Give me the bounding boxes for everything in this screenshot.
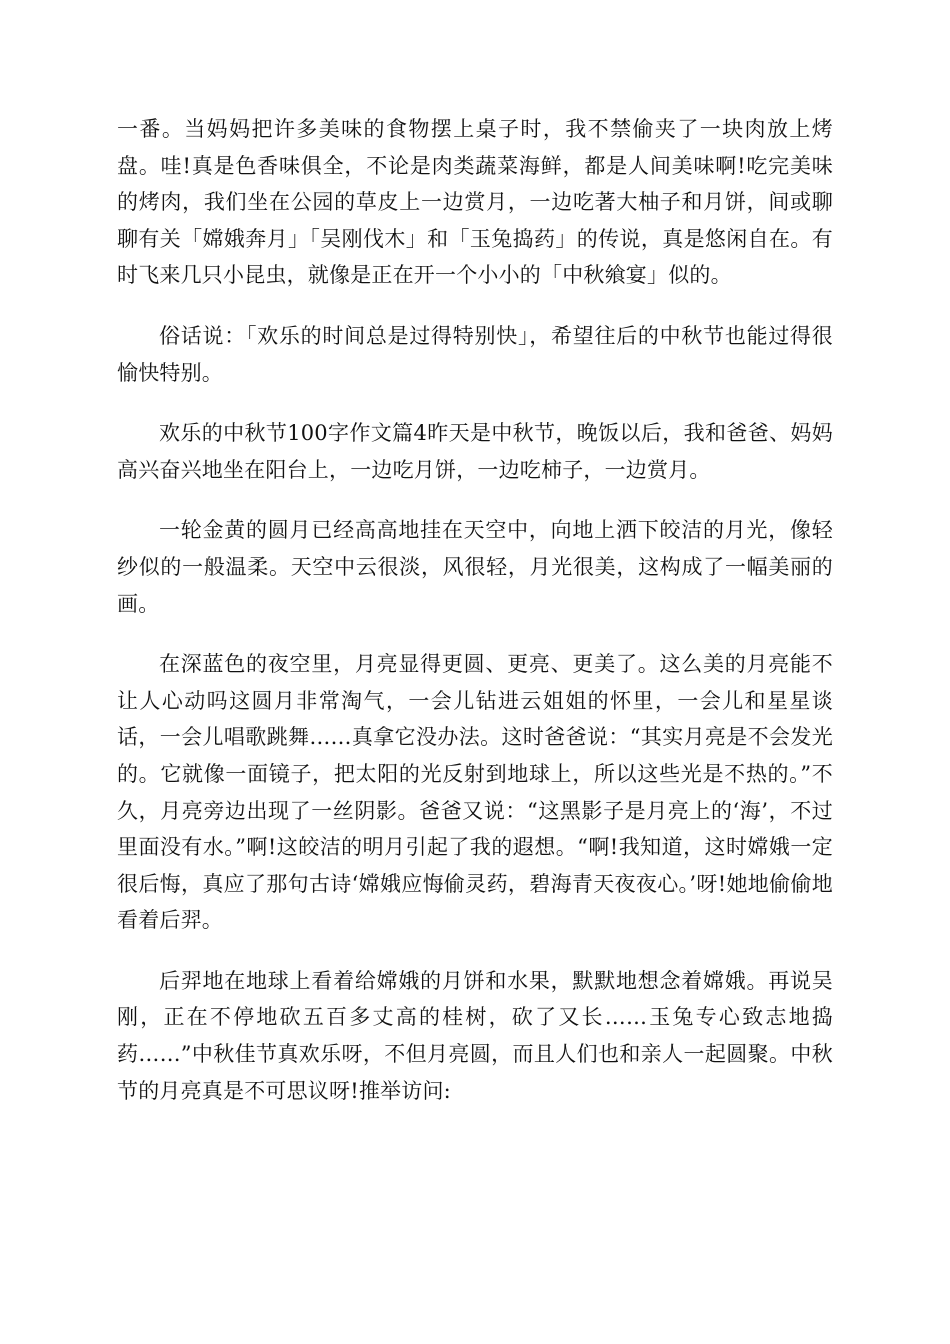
paragraph-5: 在深蓝色的夜空里，月亮显得更圆、更亮、更美了。这么美的月亮能不让人心动吗这圆月非常淘气，一会儿钻进云姐姐的怀里，一会儿和星星谈话，一会儿唱歌跳舞……真拿它没办法。这时爸爸说：“其实月亮是不会发光的。它就像一面镜子，把太阳的光反射到地球上，所以这些光是不热的。”不久，月亮旁边出现了一丝阴影。爸爸又说：“这黑影子是月亮上的‘海’，不过里面没有水。”啊!这皎洁的明月引起了我的遐想。“啊!我知道，这时嫦娥一定很后悔，真应了那句古诗‘嫦娥应悔偷灵药，碧海青天夜夜心。’呀!她地偷偷地看着后羿。	[117, 652, 833, 933]
paragraph-2: 俗话说：「欢乐的时间总是过得特别快」，希望往后的中秋节也能过得很愉快特别。	[117, 323, 833, 385]
paragraph-4: 一轮金黄的圆月已经高高地挂在天空中，向地上洒下皎洁的月光，像轻纱似的一般温柔。天空中云很淡，风很轻，月光很美，这构成了一幅美丽的画。	[117, 518, 833, 616]
document-page	[117, 111, 833, 1133]
paragraph-6: 后羿地在地球上看着给嫦娥的月饼和水果，默默地想念着嫦娥。再说吴刚，正在不停地砍五百多丈高的桂树，砍了又长……玉兔专心致志地捣药……”中秋佳节真欢乐呀，不但月亮圆，而且人们也和亲人一起圆聚。中秋节的月亮真是不可思议呀!推举访问:	[117, 968, 833, 1103]
paragraph-3: 欢乐的中秋节100字作文篇4昨天是中秋节，晚饭以后，我和爸爸、妈妈高兴奋兴地坐在阳台上，一边吃月饼，一边吃柿子，一边赏月。	[117, 421, 833, 482]
paragraph-1: 一番。当妈妈把许多美味的食物摆上桌子时，我不禁偷夹了一块肉放上烤盘。哇!真是色香味俱全，不论是肉类蔬菜海鲜，都是人间美味啊!吃完美味的烤肉，我们坐在公园的草皮上一边赏月，一边吃著大柚子和月饼，间或聊聊有关「嫦娥奔月」「吴刚伐木」和「玉兔捣药」的传说，真是悠闲自在。有时飞来几只小昆虫，就像是正在开一个小小的「中秋飨宴」似的。	[117, 117, 833, 288]
